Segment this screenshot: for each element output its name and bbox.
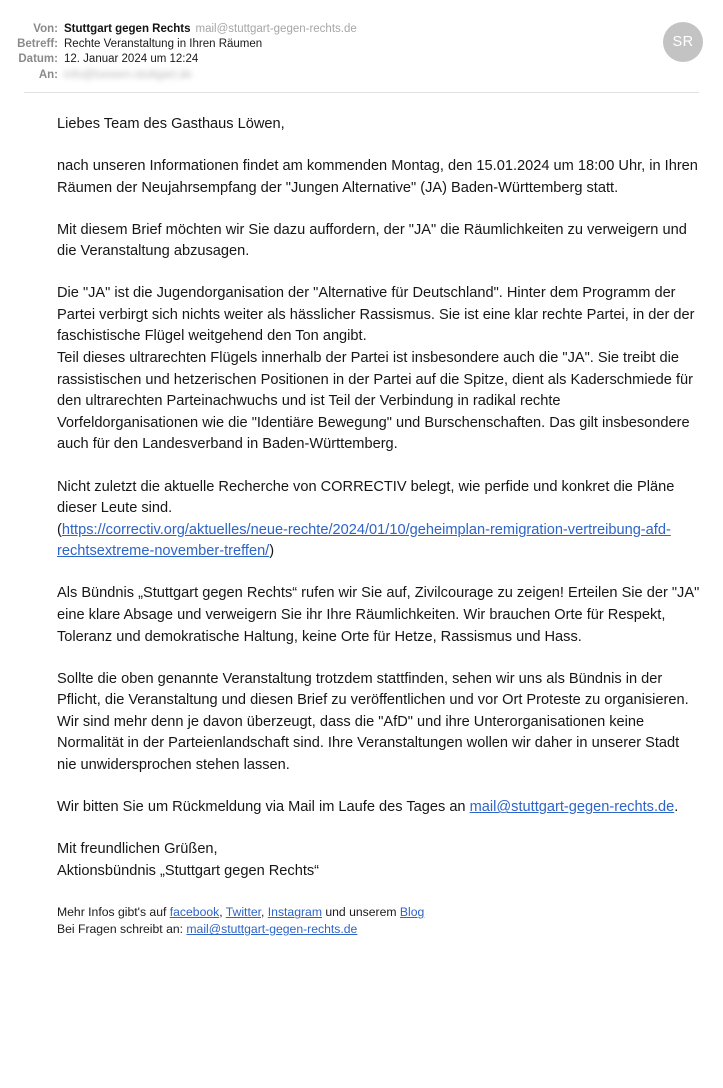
paragraph-correctiv — [57, 477, 701, 563]
header-row-to — [12, 68, 357, 83]
signoff-organisation: Aktionsbündnis „Stuttgart gegen Rechts“ — [57, 862, 320, 879]
facebook-link[interactable]: facebook — [169, 905, 220, 920]
email-footer — [57, 904, 701, 938]
salutation-paragraph: Liebes Team des Gasthaus Löwen, — [57, 115, 285, 132]
reply-request-text: Wir bitten Sie um Rückmeldung via Mail im Laufe des Tages an — [57, 799, 470, 816]
header-row-date — [12, 52, 357, 67]
signoff-greeting: Mit freundlichen Grüßen, — [57, 841, 218, 858]
footer-infos-middle: und unserem — [321, 905, 400, 920]
reply-request-period: . — [674, 799, 679, 816]
date-value: 12. Januar 2024 um 12:24 — [64, 53, 199, 66]
footer-separator-1: , — [219, 905, 226, 920]
paragraph-background-line2: Teil dieses ultrarechten Flügels innerhalb der Partei ist insbesondere auch die "JA". Sie treibt die rassistischen und hetzerischen Positionen in der Partei auf die Spitze, dient als Kaderschmiede für den ultrarechten Parteinachwuchs und ist Teil der Verbindung in radikal rechte Vorfeldorganisationen wie die "Identiäre Bewegung" und Burschenschaften. Das gilt insbesondere auch für den Landesverband in Baden-Württemberg. — [57, 350, 693, 453]
footer-email-link[interactable]: mail@stuttgart-gegen-rechts.de — [186, 922, 358, 937]
paragraph-appeal: Als Bündnis „Stuttgart gegen Rechts“ rufen wir Sie auf, Zivilcourage zu zeigen! Erteilen Sie der "JA" eine klare Absage und verweigern Sie ihr Ihre Räumlichkeiten. Wir brauchen Orte für Respekt, Toleranz und demokratische Haltung, keine Orte für Hetze, Rassismus und Hass. — [57, 585, 700, 645]
paren-close: ) — [269, 543, 275, 560]
paragraph-background — [57, 283, 701, 456]
to-recipient-redacted[interactable]: info@loewen-stuttgart.de — [64, 68, 193, 81]
header-divider — [24, 92, 699, 93]
paragraph-consequences: Sollte die oben genannte Veranstaltung trotzdem stattfinden, sehen wir uns als Bündnis in der Pflicht, die Veranstaltung und diesen Brief zu veröffentlichen und vor Ort Proteste zu organisieren. Wir sind mehr denn je davon überzeugt, dass die "AfD" und ihre Unterorganisationen keine Normalität in der Parteienlandschaft sind. Ihre Veranstaltungen wollen wir daher in unserer Stadt nie unwidersprochen stehen lassen. — [57, 670, 689, 774]
blog-link[interactable]: Blog — [399, 905, 425, 920]
sender-name[interactable]: Stuttgart gegen Rechts — [64, 23, 191, 35]
email-body — [0, 93, 723, 938]
correctiv-text: Nicht zuletzt die aktuelle Recherche von CORRECTIV belegt, wie perfide und konkret die Pläne dieser Leute sind. — [57, 478, 675, 517]
footer-infos-prefix: Mehr Infos gibt's auf — [57, 905, 170, 920]
footer-separator-2: , — [261, 905, 268, 920]
to-value — [64, 68, 357, 83]
paragraph-event-announcement: nach unseren Informationen findet am kommenden Montag, den 15.01.2024 um 18:00 Uhr, in Ihren Räumen der Neujahrsempfang der "Jungen Alternative" (JA) Baden-Württemberg statt. — [57, 157, 698, 196]
to-label: An: — [38, 68, 58, 81]
subject-label: Betreff: — [17, 38, 58, 51]
from-value — [64, 22, 357, 37]
paragraph-reply-request — [57, 797, 701, 819]
paren-open: ( — [57, 521, 62, 538]
signoff — [57, 839, 701, 882]
email-header-fields — [12, 22, 357, 83]
correctiv-article-link[interactable]: https://correctiv.org/aktuelles/neue-rechte/2024/01/10/geheimplan-remigration-vertreibung-afd-rechtsextreme-november-treffen/ — [57, 521, 671, 560]
date-label: Datum: — [18, 53, 58, 66]
from-label: Von: — [33, 23, 58, 35]
reply-email-link[interactable]: mail@stuttgart-gegen-rechts.de — [469, 799, 675, 816]
paragraph-background-line1: Die "JA" ist die Jugendorganisation der "Alternative für Deutschland". Hinter dem Programm der Partei verbirgt sich nichts weiter als hässlicher Rassismus. Sie ist eine klar rechte Partei, in der der faschistische Flügel weitgehend den Ton angibt. — [57, 285, 695, 345]
twitter-link[interactable]: Twitter — [225, 905, 261, 920]
subject-value: Rechte Veranstaltung in Ihren Räumen — [64, 38, 263, 51]
footer-questions-prefix: Bei Fragen schreibt an: — [57, 922, 187, 937]
avatar-initials: SR — [672, 34, 694, 50]
instagram-link[interactable]: Instagram — [267, 905, 322, 920]
paragraph-request: Mit diesem Brief möchten wir Sie dazu auffordern, der "JA" die Räumlichkeiten zu verweigern und die Veranstaltung abzusagen. — [57, 221, 687, 260]
header-row-from — [12, 22, 357, 37]
avatar[interactable] — [663, 22, 703, 62]
sender-email[interactable]: mail@stuttgart-gegen-rechts.de — [195, 23, 357, 35]
header-row-subject — [12, 37, 357, 52]
email-header — [0, 0, 723, 93]
